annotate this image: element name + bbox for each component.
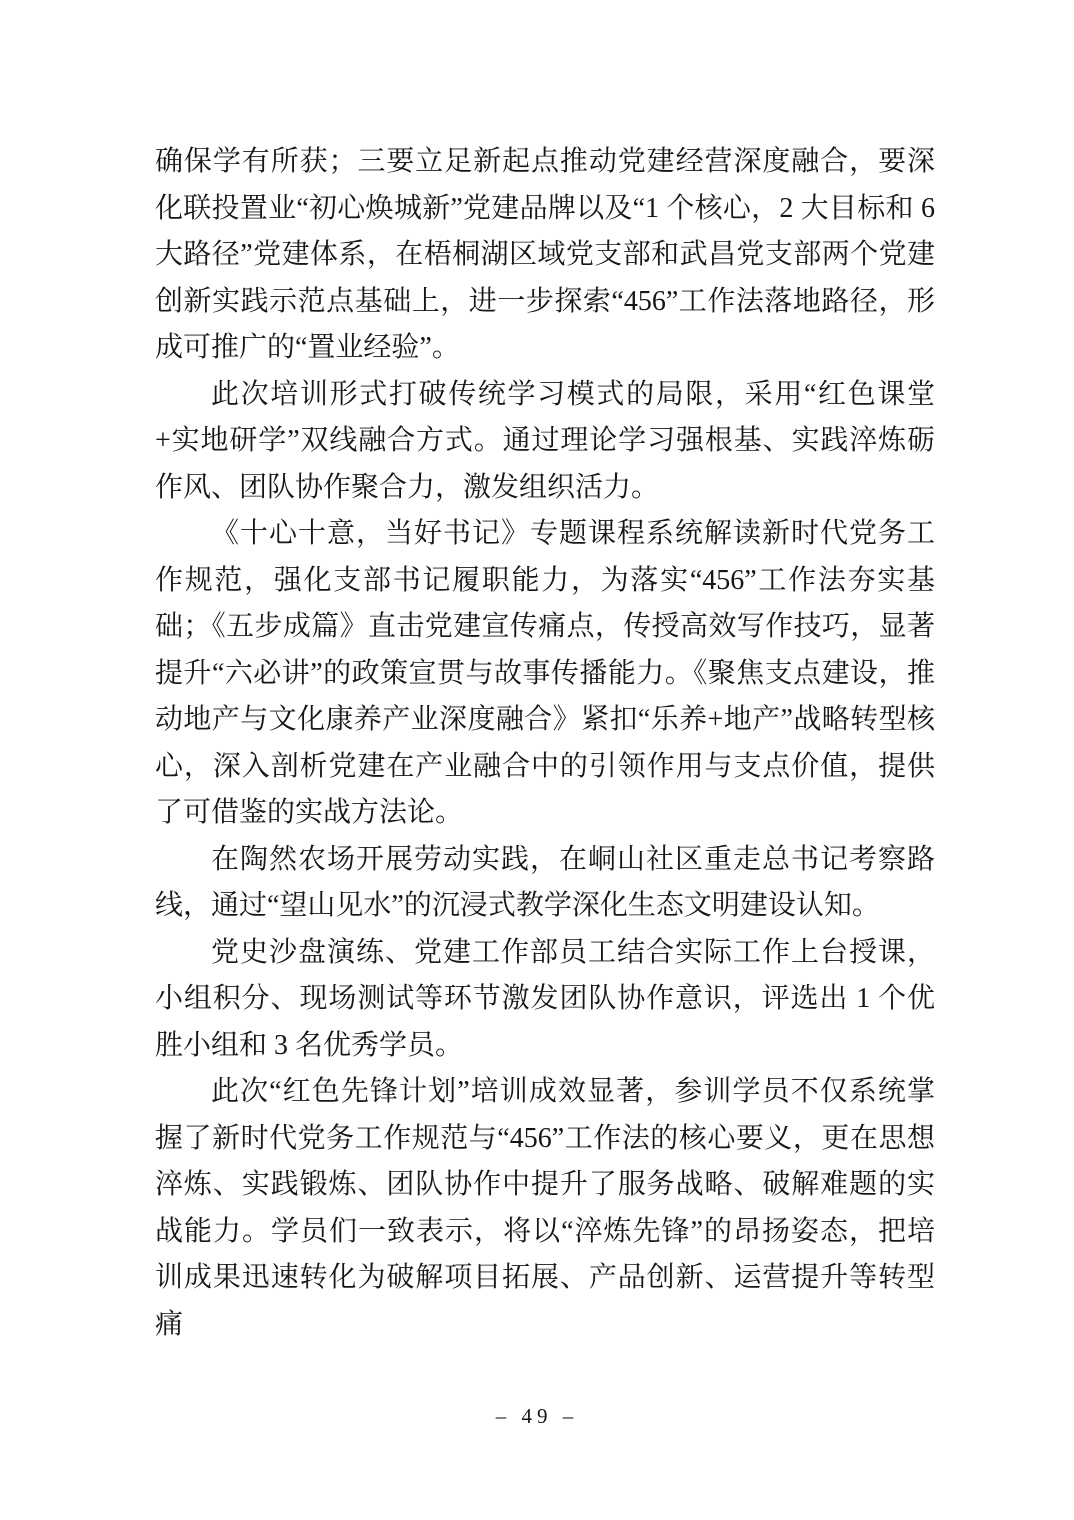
paragraph: 此次培训形式打破传统学习模式的局限，采用“红色课堂+实地研学”双线融合方式。通过理论学习强根基、实践淬炼砺作风、团队协作聚合力，激发组织活力。 bbox=[155, 378, 935, 503]
document-body bbox=[155, 139, 935, 1348]
paragraph: 在陶然农场开展劳动实践，在峒山社区重走总书记考察路线，通过“望山见水”的沉浸式教学深化生态文明建设认知。 bbox=[155, 843, 935, 921]
paragraph: 《十心十意，当好书记》专题课程系统解读新时代党务工作规范，强化支部书记履职能力，为落实“456”工作法夯实基础；《五步成篇》直击党建宣传痛点，传授高效写作技巧，显著提升“六必讲”的政策宣贯与故事传播能力。《聚焦支点建设，推动地产与文化康养产业深度融合》紧扣“乐养+地产”战略转型核心，深入剖析党建在产业融合中的引领作用与支点价值，提供了可借鉴的实战方法论。 bbox=[155, 518, 935, 828]
paragraph: 此次“红色先锋计划”培训成效显著，参训学员不仅系统掌握了新时代党务工作规范与“456”工作法的核心要义，更在思想淬炼、实践锻炼、团队协作中提升了服务战略、破解难题的实战能力。学员们一致表示，将以“淬炼先锋”的昂扬姿态，把培训成果迅速转化为破解项目拓展、产品创新、运营提升等转型痛 bbox=[155, 1076, 935, 1340]
paragraph-continuation: 确保学有所获；三要立足新起点推动党建经营深度融合，要深化联投置业“初心焕城新”党建品牌以及“1 个核心，2 大目标和 6 大路径”党建体系，在梧桐湖区域党支部和武昌党支部两个党建创新实践示范点基础上，进一步探索“456”工作法落地路径，形成可推广的“置业经验”。 bbox=[155, 146, 935, 363]
paragraph: 党史沙盘演练、党建工作部员工结合实际工作上台授课，小组积分、现场测试等环节激发团队协作意识，评选出 1 个优胜小组和 3 名优秀学员。 bbox=[155, 936, 935, 1061]
page-number: – 49 – bbox=[495, 1404, 579, 1428]
